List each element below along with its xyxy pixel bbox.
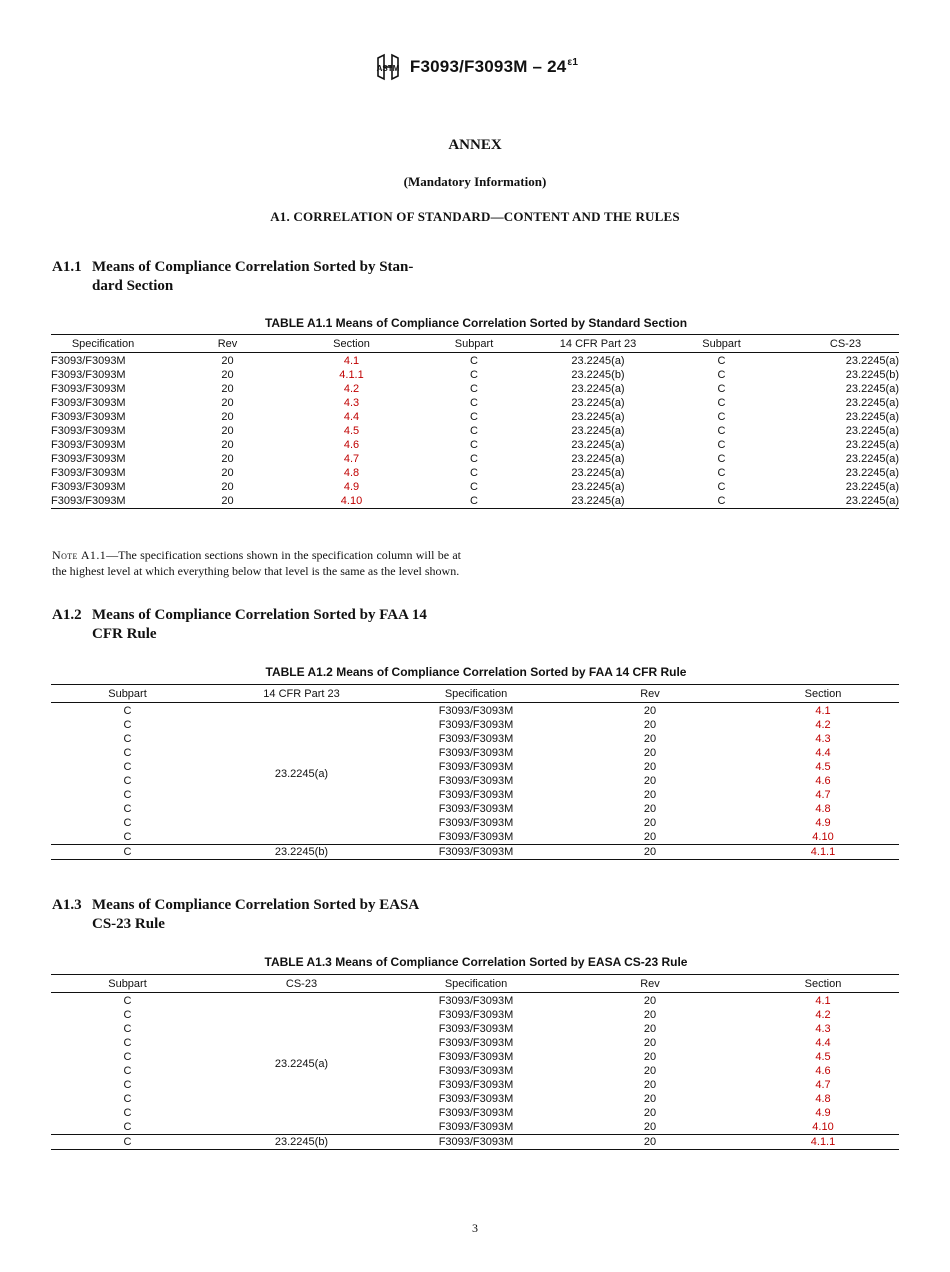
table-cell: C [123, 788, 132, 801]
table-header-row [51, 685, 899, 703]
section-link[interactable]: 4.5 [815, 760, 831, 773]
table-row [51, 410, 899, 424]
section-link[interactable]: 4.4 [815, 746, 831, 759]
table-cell: C [123, 1050, 132, 1063]
section-link[interactable]: 4.6 [343, 438, 360, 451]
section-number: A1.2 [52, 607, 82, 623]
section-number: A1.1 [52, 259, 82, 275]
header-cell: Subpart [403, 335, 545, 353]
table-cell: F3093/F3093M [438, 1106, 514, 1119]
table-cell: C [123, 830, 132, 843]
table-cell: F3093/F3093M [51, 368, 126, 381]
table-a1-3-caption: TABLE A1.3 Means of Compliance Correlation Sorted by EASA CS-23 Rule [264, 955, 688, 969]
table-cell: C [123, 1120, 132, 1133]
section-link[interactable]: 4.7 [343, 452, 360, 465]
section-heading-a1-1: A1.1 Means of Compliance Correlation Sorted by Stan- dard Section [52, 259, 414, 294]
table-cell: 20 [643, 1092, 657, 1105]
table-cell: 23.2245(a) [845, 438, 899, 451]
table-cell: 23.2245(a) [571, 466, 625, 479]
table-cell: 20 [643, 718, 657, 731]
table-cell: F3093/F3093M [438, 760, 514, 773]
table-cell: C [123, 1064, 132, 1077]
table-row [51, 1064, 899, 1078]
table-row [51, 438, 899, 452]
table-cell: C [717, 354, 726, 367]
table-cell: 20 [643, 760, 657, 773]
table-cell: C [717, 452, 726, 465]
table-cell: C [470, 396, 478, 409]
table-cell: 20 [553, 1135, 747, 1150]
table-row [51, 732, 899, 746]
table-a1-1 [51, 334, 899, 509]
table-cell: 23.2245(a) [845, 410, 899, 423]
section-link[interactable]: 4.3 [815, 1022, 831, 1035]
header-cell: CS-23 [792, 335, 899, 353]
table-cell: C [123, 732, 132, 745]
table-row [51, 718, 899, 732]
table-cell: F3093/F3093M [399, 845, 553, 860]
annex-heading: A1. CORRELATION OF STANDARD—CONTENT AND THE RULES [270, 209, 680, 224]
table-cell: C [123, 1036, 132, 1049]
table-cell: 20 [221, 396, 234, 409]
rule-cell: 23.2245(b) [204, 845, 399, 860]
table-cell: 23.2245(a) [571, 396, 625, 409]
table-row [51, 760, 899, 774]
header-cell: Specification [51, 335, 155, 353]
table-cell: F3093/F3093M [51, 410, 126, 423]
table-row [51, 1092, 899, 1106]
table-cell: C [123, 718, 132, 731]
header-cell: Rev [155, 335, 300, 353]
table-cell: 20 [221, 480, 234, 493]
section-link[interactable]: 4.9 [815, 816, 831, 829]
table-cell: C [470, 410, 478, 423]
section-link[interactable]: 4.2 [815, 1008, 831, 1021]
table-cell: 20 [221, 438, 234, 451]
table-cell: 23.2245(a) [845, 452, 899, 465]
table-row [51, 480, 899, 494]
header-cell: Section [747, 975, 899, 993]
section-link[interactable]: 4.6 [815, 1064, 831, 1077]
table-cell: C [717, 382, 726, 395]
section-link[interactable]: 4.4 [343, 410, 360, 423]
table-a1-2-caption: TABLE A1.2 Means of Compliance Correlation Sorted by FAA 14 CFR Rule [265, 665, 687, 679]
table-cell: 20 [221, 466, 234, 479]
note-label: Note A1.1 [52, 548, 107, 562]
table-row [51, 424, 899, 438]
document-header [0, 52, 950, 82]
section-link[interactable]: 4.7 [815, 1078, 831, 1091]
header-cell: Specification [399, 685, 553, 703]
table-row [51, 1050, 899, 1064]
table-cell: 20 [221, 368, 234, 381]
header-cell: Subpart [51, 685, 204, 703]
section-link[interactable]: 4.2 [815, 718, 831, 731]
table-cell: C [123, 994, 132, 1007]
table-cell: F3093/F3093M [51, 480, 126, 493]
table-cell: C [651, 494, 792, 509]
table-cell: F3093/F3093M [438, 746, 514, 759]
table-row [51, 788, 899, 802]
section-link[interactable]: 4.7 [815, 788, 831, 801]
table-cell: C [470, 354, 478, 367]
table-row [51, 1078, 899, 1092]
header-cell: Subpart [51, 975, 204, 993]
section-link[interactable]: 4.8 [815, 1092, 831, 1105]
table-cell: 20 [643, 1050, 657, 1063]
table-cell: 20 [221, 410, 234, 423]
table-cell: 20 [643, 1078, 657, 1091]
table-cell: 20 [643, 1064, 657, 1077]
table-row [51, 703, 899, 719]
table-cell: 20 [643, 816, 657, 829]
table-cell: F3093/F3093M [438, 1008, 514, 1021]
table-cell: 20 [221, 382, 234, 395]
section-link[interactable]: 4.8 [815, 802, 831, 815]
table-cell: 23.2245(a) [792, 494, 899, 509]
section-link[interactable]: 4.1 [815, 994, 831, 1007]
astm-logo-icon [372, 52, 404, 82]
table-row [51, 382, 899, 396]
section-link[interactable]: 4.3 [343, 396, 360, 409]
table-cell: C [717, 396, 726, 409]
table-cell: C [123, 704, 132, 717]
rule-cell: 23.2245(b) [204, 1135, 399, 1150]
table-cell: 20 [643, 1008, 657, 1021]
table-cell: F3093/F3093M [438, 994, 514, 1007]
table-cell: F3093/F3093M [438, 816, 514, 829]
table-cell: 23.2245(a) [845, 354, 899, 367]
table-cell: F3093/F3093M [438, 1120, 514, 1133]
section-link[interactable]: 4.6 [815, 774, 831, 787]
table-cell: F3093/F3093M [438, 704, 514, 717]
table-row [51, 452, 899, 466]
table-cell: 20 [643, 1106, 657, 1119]
table-cell: F3093/F3093M [438, 830, 514, 843]
table-cell: 20 [643, 774, 657, 787]
table-cell: C [470, 368, 478, 381]
section-link[interactable]: 4.1.1 [339, 368, 364, 381]
rule-cell: 23.2245(a) [274, 767, 329, 780]
header-cell: Section [300, 335, 403, 353]
table-cell: 23.2245(a) [571, 424, 625, 437]
table-cell: C [51, 1135, 204, 1150]
table-row [51, 396, 899, 410]
table-cell: F3093/F3093M [438, 718, 514, 731]
table-cell: 23.2245(a) [845, 466, 899, 479]
table-header-row [51, 975, 899, 993]
table-row [51, 746, 899, 760]
table-row [51, 368, 899, 382]
table-cell: C [717, 424, 726, 437]
table-cell: 23.2245(b) [571, 368, 625, 381]
section-link[interactable]: 4.3 [815, 732, 831, 745]
table-row [51, 1120, 899, 1135]
section-link[interactable]: 4.1.1 [747, 1135, 899, 1150]
table-cell: 20 [643, 1022, 657, 1035]
header-cell: 14 CFR Part 23 [204, 685, 399, 703]
table-cell: F3093/F3093M [438, 1064, 514, 1077]
table-row [51, 1106, 899, 1120]
table-cell: F3093/F3093M [51, 452, 126, 465]
table-cell: C [123, 1078, 132, 1091]
note-a1-1 [52, 547, 461, 579]
table-cell: C [717, 368, 726, 381]
table-row [51, 494, 899, 509]
header-cell: Subpart [651, 335, 792, 353]
table-cell: 20 [643, 732, 657, 745]
table-cell: F3093/F3093M [438, 802, 514, 815]
page-number: 3 [472, 1221, 478, 1235]
table-cell: 20 [643, 1036, 657, 1049]
section-link[interactable]: 4.2 [343, 382, 360, 395]
table-cell: 20 [221, 424, 234, 437]
section-link[interactable]: 4.4 [815, 1036, 831, 1049]
table-cell: F3093/F3093M [51, 354, 126, 367]
table-row [51, 1036, 899, 1050]
table-a1-2 [51, 684, 899, 860]
table-cell: 23.2245(a) [571, 382, 625, 395]
table-cell: F3093/F3093M [51, 466, 126, 479]
table-cell: F3093/F3093M [438, 1078, 514, 1091]
section-link[interactable]: 4.10 [812, 1120, 834, 1133]
table-cell: 23.2245(a) [845, 396, 899, 409]
header-cell: Rev [553, 685, 747, 703]
table-cell: C [123, 774, 132, 787]
table-a1-1-caption: TABLE A1.1 Means of Compliance Correlation Sorted by Standard Section [264, 316, 688, 330]
table-cell: 20 [643, 746, 657, 759]
section-link[interactable]: 4.9 [343, 480, 360, 493]
table-cell: 23.2245(a) [571, 452, 625, 465]
table-cell: C [123, 816, 132, 829]
table-cell: C [123, 746, 132, 759]
epsilon-superscript: ε1 [567, 57, 579, 68]
section-link[interactable]: 4.8 [343, 466, 360, 479]
table-row [51, 845, 899, 860]
table-cell: C [470, 452, 478, 465]
table-cell: F3093/F3093M [438, 1036, 514, 1049]
table-cell: C [717, 480, 726, 493]
table-cell: 20 [221, 354, 234, 367]
table-cell: C [123, 1008, 132, 1021]
header-cell: Section [747, 685, 899, 703]
table-row [51, 466, 899, 480]
table-cell: 20 [553, 845, 747, 860]
table-cell: 23.2245(a) [845, 424, 899, 437]
table-cell: F3093/F3093M [438, 788, 514, 801]
table-row [51, 1008, 899, 1022]
table-cell: C [470, 480, 478, 493]
table-cell: C [717, 438, 726, 451]
section-link[interactable]: 4.5 [343, 424, 360, 437]
section-link[interactable]: 4.10 [300, 494, 403, 509]
table-cell: 23.2245(a) [571, 354, 625, 367]
section-link[interactable]: 4.10 [812, 830, 834, 843]
table-row [51, 774, 899, 788]
table-cell: F3093/F3093M [438, 1092, 514, 1105]
table-cell: C [123, 1022, 132, 1035]
table-row [51, 353, 899, 369]
table-cell: 23.2245(a) [845, 382, 899, 395]
table-cell: C [51, 845, 204, 860]
table-cell: C [470, 382, 478, 395]
table-cell: 20 [643, 994, 657, 1007]
table-cell: C [123, 1092, 132, 1105]
table-cell: 20 [221, 452, 234, 465]
table-cell: F3093/F3093M [438, 1050, 514, 1063]
table-cell: C [717, 466, 726, 479]
table-cell: F3093/F3093M [438, 1022, 514, 1035]
table-row [51, 1135, 899, 1150]
table-cell: C [123, 1106, 132, 1119]
svg-text:ASTM: ASTM [376, 64, 400, 73]
table-cell: 20 [155, 494, 300, 509]
table-cell: 23.2245(a) [571, 438, 625, 451]
table-cell: 20 [643, 830, 657, 843]
section-link[interactable]: 4.1 [343, 354, 360, 367]
table-row [51, 816, 899, 830]
table-cell: 20 [643, 788, 657, 801]
rule-cell: 23.2245(a) [274, 1057, 329, 1070]
table-cell: 23.2245(a) [571, 410, 625, 423]
table-cell: C [470, 424, 478, 437]
table-cell: F3093/F3093M [438, 732, 514, 745]
table-cell: 23.2245(a) [571, 480, 625, 493]
section-heading-a1-3: A1.3 Means of Compliance Correlation Sorted by EASA CS-23 Rule [52, 897, 420, 932]
table-a1-3 [51, 974, 899, 1150]
table-cell: 23.2245(b) [845, 368, 899, 381]
table-cell: C [470, 438, 478, 451]
table-cell: C [470, 466, 478, 479]
table-cell: 20 [643, 704, 657, 717]
section-link[interactable]: 4.1.1 [747, 845, 899, 860]
table-cell: 23.2245(a) [845, 480, 899, 493]
table-cell: 23.2245(a) [545, 494, 651, 509]
table-cell: C [123, 802, 132, 815]
section-link[interactable]: 4.5 [815, 1050, 831, 1063]
section-heading-a1-2: A1.2 Means of Compliance Correlation Sorted by FAA 14 CFR Rule [52, 607, 427, 642]
header-cell: Specification [399, 975, 553, 993]
table-cell: C [123, 760, 132, 773]
table-row [51, 1022, 899, 1036]
table-cell: F3093/F3093M [51, 382, 126, 395]
table-cell: C [717, 410, 726, 423]
table-cell: F3093/F3093M [51, 396, 126, 409]
table-header-row [51, 335, 899, 353]
annex-subtitle: (Mandatory Information) [403, 174, 547, 189]
table-row [51, 993, 899, 1009]
header-cell: CS-23 [204, 975, 399, 993]
table-cell: F3093/F3093M [51, 438, 126, 451]
note-text: —The specification sections shown in the specification column will be at the highest level at which everything below that level is the same as the level shown. [52, 548, 461, 578]
section-link[interactable]: 4.9 [815, 1106, 831, 1119]
table-cell: C [403, 494, 545, 509]
table-cell: F3093/F3093M [51, 424, 126, 437]
table-cell: 20 [643, 802, 657, 815]
header-cell: Rev [553, 975, 747, 993]
table-cell: F3093/F3093M [51, 494, 155, 509]
document-designation: $F3093/F3093M - 24^{\varepsilon 1}$ [409, 57, 579, 76]
annex-title: ANNEX [448, 137, 502, 153]
table-row [51, 802, 899, 816]
table-row [51, 830, 899, 845]
table-cell: F3093/F3093M [438, 774, 514, 787]
section-number: A1.3 [52, 897, 82, 913]
header-cell: 14 CFR Part 23 [545, 335, 651, 353]
table-cell: 20 [643, 1120, 657, 1133]
table-cell: F3093/F3093M [399, 1135, 553, 1150]
section-link[interactable]: 4.1 [815, 704, 831, 717]
